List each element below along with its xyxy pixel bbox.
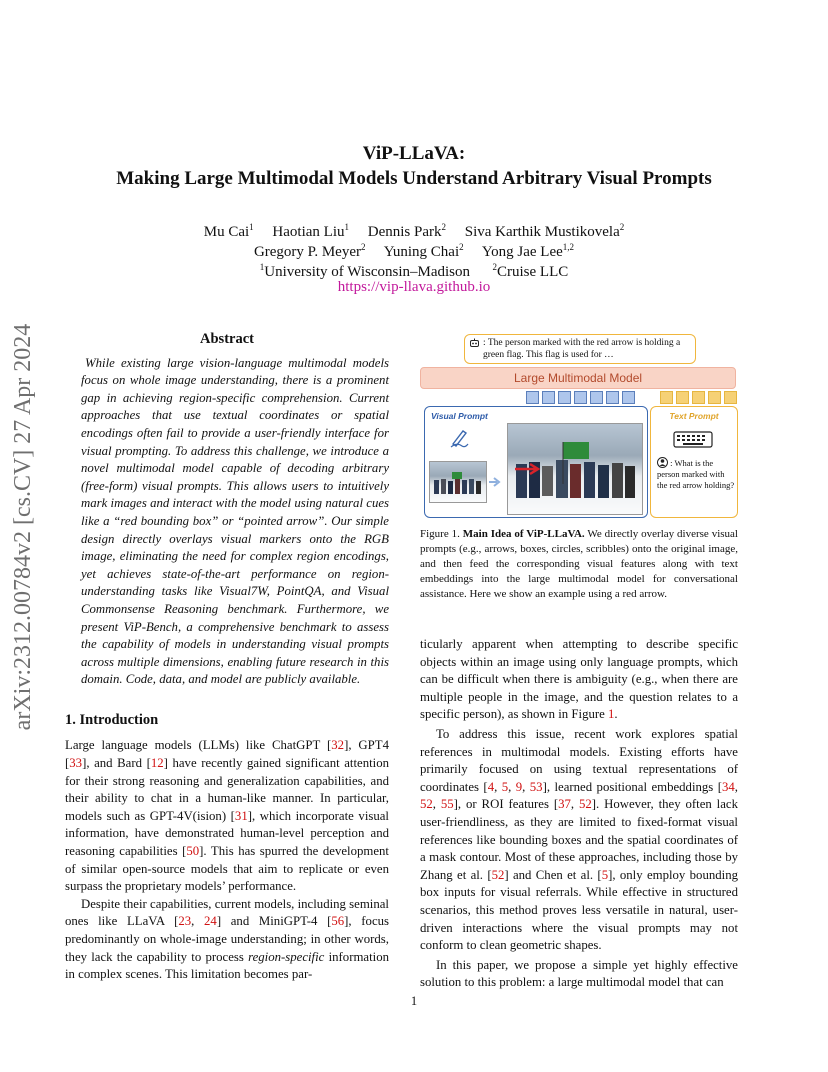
visual-token [526, 391, 539, 404]
text-run: ], which incorporate visual information, have demonstrated human-level perception and reasoning capabilities [ [65, 808, 389, 859]
affil-mark: 1 [259, 262, 265, 272]
affil-mark: 2 [492, 262, 498, 272]
text-prompt [657, 457, 735, 491]
text-token [692, 391, 705, 404]
right-column [420, 527, 738, 602]
paper-title-line1: ViP-LLaVA: [362, 143, 466, 164]
text-run: information in complex scenes. This limitation becomes par- [65, 949, 389, 982]
text-token [676, 391, 689, 404]
citation-link[interactable]: 52 [420, 797, 433, 812]
text-run: ], or ROI features [ [453, 797, 559, 812]
citation-link[interactable]: 52 [578, 797, 592, 812]
intro-paragraph-4 [420, 726, 738, 955]
figure-1 [420, 334, 742, 518]
flow-arrow-icon [489, 477, 501, 487]
visual-token [590, 391, 603, 404]
figure-ref-link[interactable]: 1 [608, 707, 615, 722]
citation-link[interactable]: 56 [331, 914, 345, 929]
citation-link[interactable]: 12 [150, 756, 164, 771]
text-run: ticularly apparent when attempting to describe specific objects within an image using only language prompts, which can be difficult when there is ambiguity (e.g., when there are multiple people in the image, and the question relates to a specific person), as shown in Figure [420, 637, 738, 722]
intro-heading: 1. Introduction [65, 711, 159, 728]
text-run: , [432, 797, 441, 812]
text-run: ], GPT4 [ [65, 738, 389, 771]
author-affil: 2 [459, 242, 464, 252]
citation-link[interactable]: 50 [186, 844, 200, 859]
text-run: ] have recently gained significant attention for their strong reasoning and generalization capabilities, and their ability to chat in a human-like manner. In particular, models such as GPT-4V(ision) [ [65, 756, 390, 823]
project-url-link[interactable]: https://vip-llava.github.io [337, 279, 491, 295]
citation-link[interactable]: 5 [601, 867, 609, 882]
citation-link[interactable]: 55 [440, 797, 454, 812]
citation-link[interactable]: 32 [331, 738, 345, 753]
abstract-text: While existing large vision-language multimodal models focus on whole image understanding, there is a prominent gap in achieving region-specific comprehension. Current approaches that use textual coordinates or spatial encodings often fail to provide a user-friendly interface for visual prompting. To address this challenge, we introduce a novel multimodal model capable of decoding arbitrary (free-form) visual prompts. This allows users to intuitively mark images and interact with the model using natural cues like a “red bounding box” or “pointed arrow”. Our simple design directly overlays visual markers onto the RGB image, eliminating the need for complex region encodings, yet achieves state-of-the-art performance on region-understanding tasks like Visual7W, PointQA, and Visual Commonsense Reasoning benchmark. Furthermore, we present ViP-Bench, a comprehensive benchmark to assess the capability of models in understanding visual prompts across multiple dimensions, enabling future research in this domain. Code, data, and model are publicly available. [81, 355, 389, 687]
author-affil: 1 [344, 222, 349, 232]
author-affil: 1 [249, 222, 254, 232]
text-run: To address this issue, recent work explores spatial references in multimodal models. Existing efforts have primarily focused on using textual representations of coordinates [ [420, 726, 738, 794]
arxiv-stamp: arXiv:2312.00784v2 [cs.CV] 27 Apr 2024 [10, 323, 36, 731]
citation-link[interactable]: 33 [69, 756, 83, 771]
intro-paragraph-5: In this paper, we propose a simple yet highly effective solution to this problem: a large multimodal model that can [420, 957, 738, 990]
prompted-image [507, 423, 643, 515]
author-affil: 2 [441, 222, 446, 232]
text-token [660, 391, 673, 404]
caption-bold: Main Idea of ViP-LLaVA. [462, 528, 585, 540]
text-run: ] and MiniGPT-4 [ [216, 914, 332, 929]
visual-token [606, 391, 619, 404]
author: Yuning Chai [383, 244, 460, 260]
text-run: . [614, 707, 618, 722]
text-run: ], focus predominantly on whole-image understanding; in other words, they lack the capability to process [65, 914, 389, 964]
text-run: , [570, 797, 579, 812]
visual-token [574, 391, 587, 404]
pen-icon [449, 427, 469, 449]
citation-link[interactable]: 31 [234, 808, 248, 823]
page-number: 1 [410, 994, 418, 1008]
citation-link[interactable]: 37 [558, 797, 571, 812]
text-prompt-label: Text Prompt [669, 411, 719, 421]
text-run: ]. However, they often lack user-friendliness, as they are limited to fixed-format visual references like bounding boxes and the spatial coordinates of a mask contour. Most of these approaches, including those by Zhang et al. [ [420, 797, 738, 882]
lmm-block: Large Multimodal Model [420, 367, 736, 389]
text-run: Large language models (LLMs) like ChatGPT [ [65, 738, 332, 753]
visual-token [542, 391, 555, 404]
intro-paragraph-2 [65, 896, 389, 984]
citation-link[interactable]: 23 [178, 914, 192, 929]
text-run: , [494, 779, 502, 794]
original-image-thumbnail [429, 461, 487, 503]
author: Gregory P. Meyer [253, 244, 361, 260]
caption-text: We directly overlay diverse visual prompts (e.g., arrows, boxes, circles, scribbles) onto the original image, and then feed the corresponding visual features along with text embeddings into the large multimodal model for conversational assistance. Here we show an example using a red arrow. [420, 528, 738, 600]
author: Yong Jae Lee [481, 244, 563, 260]
author: Haotian Liu [272, 224, 345, 240]
visual-prompt-panel [424, 406, 648, 518]
abstract-heading: Abstract [200, 331, 254, 347]
text-run: , [508, 779, 516, 794]
text-run: Despite their capabilities, current models, including seminal ones like LLaVA [ [65, 896, 389, 929]
left-column [65, 331, 389, 984]
text-run: , [522, 779, 530, 794]
author-affil: 2 [361, 242, 366, 252]
text-run: ], learned positional embeddings [ [542, 779, 722, 794]
visual-token [622, 391, 635, 404]
text-token [724, 391, 737, 404]
citation-link[interactable]: 52 [491, 867, 505, 882]
model-response-text: : The person marked with the red arrow is holding a green flag. This flag is used for … [483, 338, 681, 360]
user-icon [657, 457, 668, 468]
caption-lead: Figure 1. [420, 528, 463, 540]
figure-1-caption [420, 527, 738, 602]
author-affil: 2 [619, 222, 625, 232]
text-run: , [734, 779, 738, 794]
visual-prompt-label: Visual Prompt [431, 411, 488, 421]
author: Mu Cai [203, 224, 250, 240]
intro-paragraph-3 [420, 636, 738, 724]
text-run: , [191, 914, 205, 929]
author-affil: 1,2 [562, 242, 575, 252]
affiliation: Cruise LLC [497, 264, 569, 280]
citation-link[interactable]: 24 [204, 914, 217, 929]
arrow-icon [514, 462, 544, 476]
emphasis-text: region-specific [248, 949, 325, 964]
project-url-line [0, 277, 828, 297]
text-prompt-panel [650, 406, 738, 518]
author: Siva Karthik Mustikovela [464, 224, 620, 240]
affiliation: University of Wisconsin–Madison [264, 264, 471, 280]
citation-link[interactable]: 5 [501, 779, 509, 794]
model-response-bubble [464, 334, 696, 364]
people-group-icon [430, 462, 486, 502]
text-run: ], and Bard [ [82, 756, 151, 771]
keyboard-icon [673, 429, 713, 449]
text-run: ] and Chen et al. [ [504, 867, 602, 882]
text-prompt-text: : What is the person marked with the red arrow holding? [657, 458, 735, 490]
intro-paragraph-1 [65, 737, 389, 895]
citation-link[interactable]: 53 [529, 779, 543, 794]
paper-title-line2: Making Large Multimodal Models Understand Arbitrary Visual Prompts [116, 168, 712, 189]
text-run: ]. This has spurred the development of similar open-source models that aim to replicate or even surpass the proprietary models’ performance. [65, 844, 389, 894]
citation-link[interactable]: 9 [515, 779, 523, 794]
text-run: ], only employ bounding box inputs for visual referrals. While effective in structured scenarios, this method proves less versatile in natural, user-driven interactions where the visual prompts may not conform to clean geometric shapes. [420, 867, 738, 953]
robot-icon [469, 338, 480, 349]
citation-link[interactable]: 34 [721, 779, 735, 794]
citation-link[interactable]: 4 [487, 779, 495, 794]
right-column-body [420, 636, 738, 992]
text-token [708, 391, 721, 404]
author: Dennis Park [367, 224, 442, 240]
visual-token [558, 391, 571, 404]
